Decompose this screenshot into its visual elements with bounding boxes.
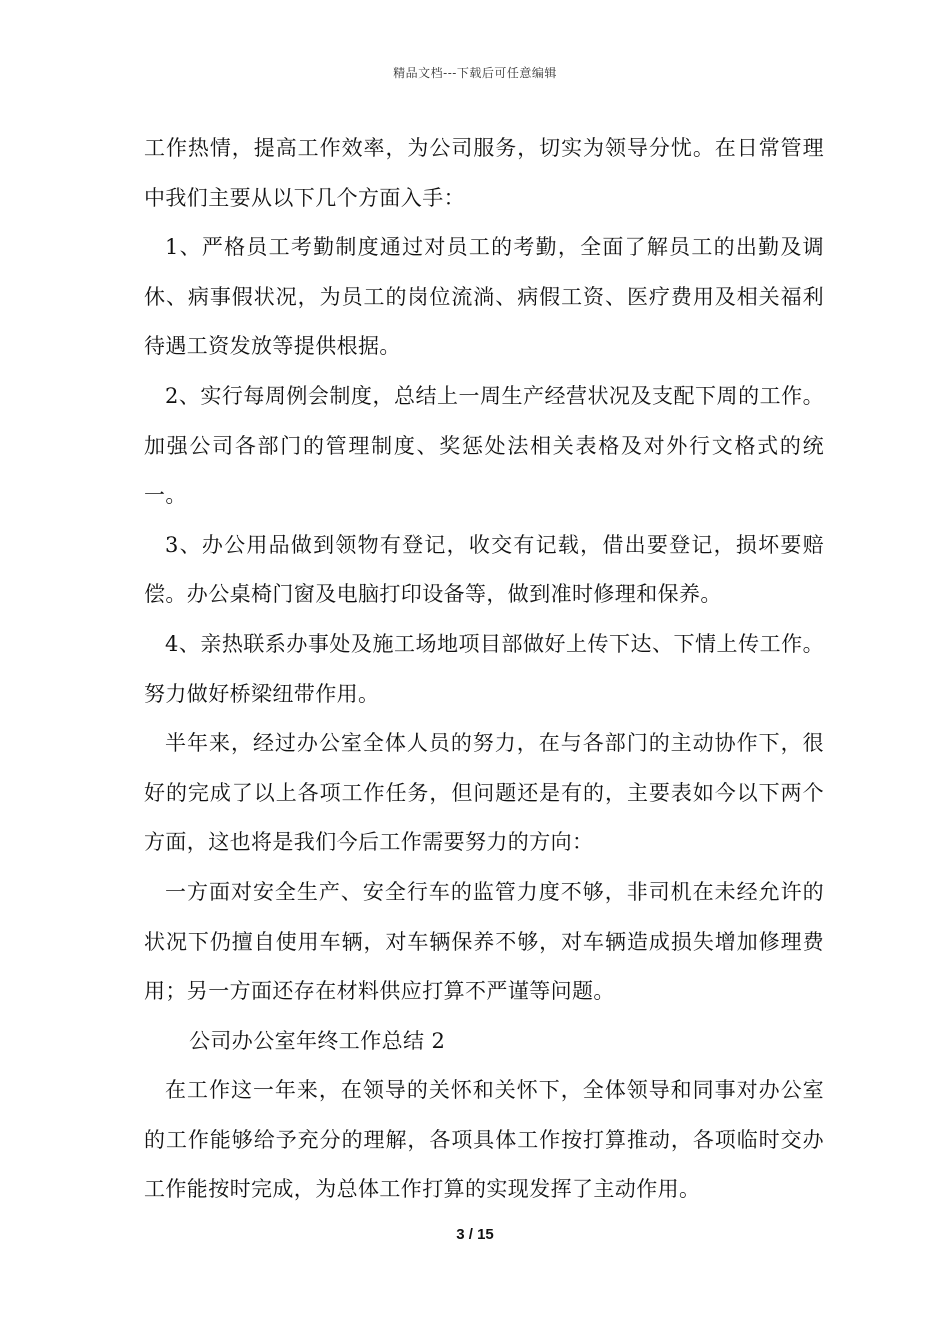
section-heading: 公司办公室年终工作总结 2 bbox=[189, 1028, 446, 1053]
paragraph-item-2: 2、实行每周例会制度，总结上一周生产经营状况及支配下周的工作。加强公司各部门的管理制度、奖惩处法相关表格及对外行文格式的统一。 bbox=[144, 383, 824, 508]
paragraph-item-1: 1、严格员工考勤制度通过对员工的考勤，全面了解员工的出勤及调休、病事假状况，为员工的岗位流淌、病假工资、医疗费用及相关福利待遇工资发放等提供根据。 bbox=[144, 235, 824, 359]
document-body bbox=[144, 124, 824, 1215]
paragraph-problems: 一方面对安全生产、安全行车的监管力度不够，非司机在未经允许的状况下仍擅自使用车辆，对车辆保养不够，对车辆造成损失增加修理费用；另一方面还存在材料供应打算不严谨等问题。 bbox=[144, 879, 824, 1004]
page-number: 3 / 15 bbox=[456, 1226, 494, 1243]
page-header: 精品文档---下载后可任意编辑 bbox=[393, 66, 557, 80]
paragraph-item-3: 3、办公用品做到领物有登记，收交有记载，借出要登记，损坏要赔偿。办公桌椅门窗及电脑打印设备等，做到准时修理和保养。 bbox=[144, 532, 824, 607]
paragraph-summary: 半年来，经过办公室全体人员的努力，在与各部门的主动协作下，很好的完成了以上各项工作任务，但问题还是有的，主要表如今以下两个方面，这也将是我们今后工作需要努力的方向： bbox=[144, 731, 824, 855]
paragraph-intro: 工作热情，提高工作效率，为公司服务，切实为领导分忧。在日常管理中我们主要从以下几个方面入手： bbox=[144, 136, 824, 210]
paragraph-item-4: 4、亲热联系办事处及施工场地项目部做好上传下达、下情上传工作。努力做好桥梁纽带作用。 bbox=[144, 631, 824, 706]
paragraph-section-2-intro: 在工作这一年来，在领导的关怀和关怀下，全体领导和同事对办公室的工作能够给予充分的理解，各项具体工作按打算推动，各项临时交办工作能按时完成，为总体工作打算的实现发挥了主动作用。 bbox=[144, 1078, 824, 1202]
